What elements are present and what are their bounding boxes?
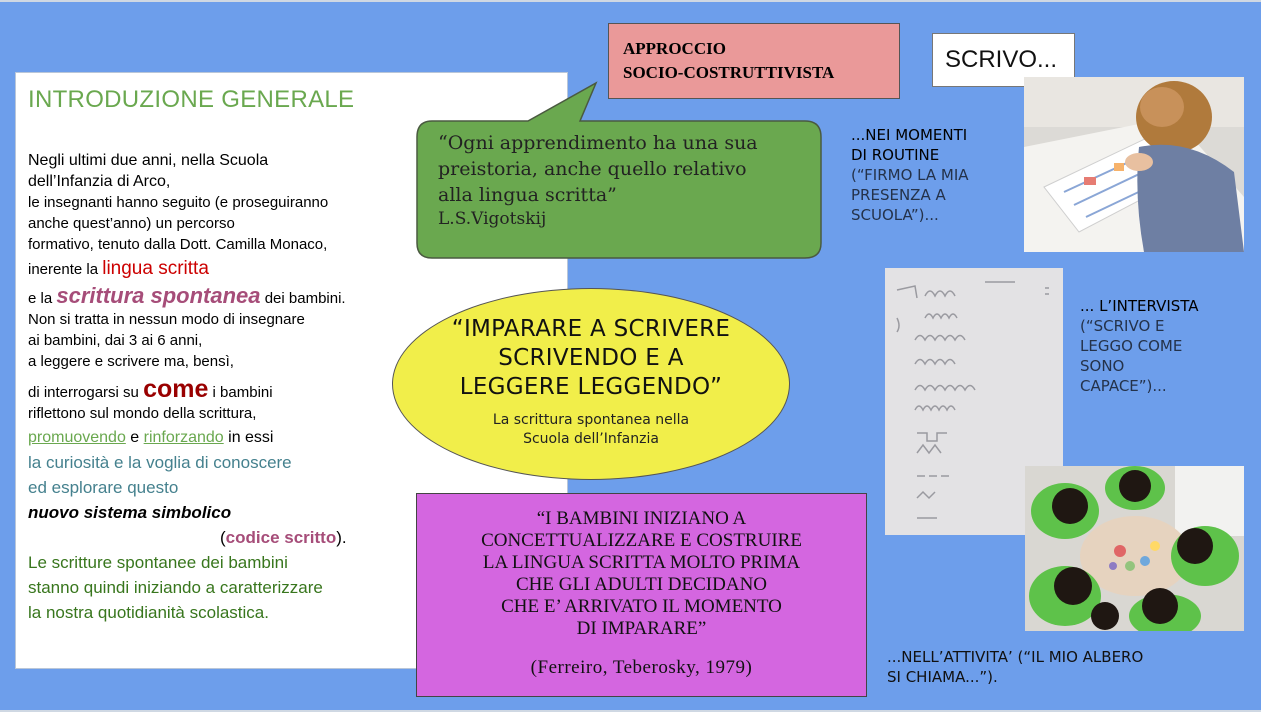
motto-subtitle xyxy=(470,411,712,449)
caption-line: DI ROUTINE xyxy=(851,146,940,164)
quote-line: “Ogni apprendimento ha una sua xyxy=(438,132,758,154)
motto-title xyxy=(440,315,742,402)
caption-line: CAPACE”)... xyxy=(1080,377,1167,395)
intro-text: di interrogarsi su xyxy=(28,384,144,401)
intro-line: anche quest’anno) un percorso xyxy=(28,215,235,232)
quote-line: preistoria, anche quello relativo xyxy=(438,158,747,180)
ferreiro-author: (Ferreiro, Teberosky, 1979) xyxy=(530,657,753,678)
intro-line: riflettono sul mondo della scrittura, xyxy=(28,405,257,422)
nuovo-sistema-simbolico: nuovo sistema simbolico xyxy=(28,503,232,522)
intro-line: Negli ultimi due anni, nella Scuola xyxy=(28,152,269,169)
caption-routine xyxy=(851,125,969,225)
caption-attivita xyxy=(887,647,1143,687)
intro-text: inerente la xyxy=(28,261,103,278)
come-highlight: come xyxy=(143,375,209,403)
scrittura-spontanea-highlight: scrittura spontanea xyxy=(56,283,261,308)
caption-line: SI CHIAMA...”). xyxy=(887,668,998,686)
caption-line: ... L’INTERVISTA xyxy=(1080,297,1199,315)
caption-line: SCUOLA”)... xyxy=(851,206,939,224)
quote-line: alla lingua scritta” xyxy=(438,184,617,206)
codice-scritto-text: codice scritto xyxy=(225,528,337,547)
intro-text: e la xyxy=(28,290,57,307)
vigotskij-quote xyxy=(438,130,818,230)
intro-text: ( xyxy=(220,528,226,547)
approccio-line: APPROCCIO xyxy=(623,39,726,58)
intro-text: e xyxy=(125,429,144,446)
intro-line: la curiosità e la voglia di conoscere xyxy=(28,453,292,472)
intro-line: ed esplorare questo xyxy=(28,478,179,497)
promuovendo-text: promuovendo xyxy=(28,429,126,446)
caption-line: LEGGO COME xyxy=(1080,337,1183,355)
ferreiro-quote xyxy=(416,508,867,640)
quote-line: “I BAMBINI INIZIANO A xyxy=(536,508,747,529)
caption-line: (“SCRIVO E xyxy=(1080,317,1165,335)
intro-line: Le scritture spontanee dei bambini xyxy=(28,553,288,572)
intro-line: a leggere e scrivere ma, bensì, xyxy=(28,353,234,370)
intro-line: dell’Infanzia di Arco, xyxy=(28,173,171,190)
intro-text: ). xyxy=(336,528,347,547)
intro-text: in essi xyxy=(223,429,274,446)
approccio-line: SOCIO-COSTRUTTIVISTA xyxy=(623,63,835,82)
caption-line: PRESENZA A xyxy=(851,186,946,204)
caption-line: (“FIRMO LA MIA xyxy=(851,166,969,184)
quote-line: LA LINGUA SCRITTA MOLTO PRIMA xyxy=(482,552,801,573)
intro-line: ai bambini, dai 3 ai 6 anni, xyxy=(28,332,203,349)
quote-author: L.S.Vigotskij xyxy=(438,209,547,229)
motto-line: LEGGERE LEGGENDO” xyxy=(459,374,723,400)
quote-line: CHE E’ ARRIVATO IL MOMENTO xyxy=(501,596,782,617)
quote-line: CHE GLI ADULTI DECIDANO xyxy=(515,574,768,595)
motto-sub-line: La scrittura spontanea nella xyxy=(492,412,690,428)
rinforzando-text: rinforzando xyxy=(143,429,224,446)
intro-title: INTRODUZIONE GENERALE xyxy=(28,86,355,113)
intro-line: la nostra quotidianità scolastica. xyxy=(28,603,269,622)
caption-intervista xyxy=(1080,296,1199,396)
scrivo-label: SCRIVO... xyxy=(932,33,1075,87)
intro-line: formativo, tenuto dalla Dott. Camilla Monaco, xyxy=(28,236,328,253)
photo-children-activity xyxy=(1025,466,1244,631)
quote-line: DI IMPARARE” xyxy=(576,618,707,639)
lingua-scritta-highlight: lingua scritta xyxy=(102,258,209,279)
caption-line: SONO xyxy=(1080,357,1125,375)
intro-line: le insegnanti hanno seguito (e proseguiranno xyxy=(28,194,329,211)
motto-line: SCRIVENDO E A xyxy=(498,345,684,371)
intro-line: Non si tratta in nessun modo di insegnare xyxy=(28,311,305,328)
photo-child-writing xyxy=(1024,77,1244,252)
intro-line: stanno quindi iniziando a caratterizzare xyxy=(28,578,323,597)
motto-line: “IMPARARE A SCRIVERE xyxy=(451,316,731,342)
intro-text: dei bambini. xyxy=(260,290,346,307)
motto-sub-line: Scuola dell’Infanzia xyxy=(523,431,659,447)
quote-line: CONCETTUALIZZARE E COSTRUIRE xyxy=(481,530,802,551)
caption-line: ...NEI MOMENTI xyxy=(851,126,968,144)
intro-text: i bambini xyxy=(208,384,273,401)
caption-line: ...NELL’ATTIVITA’ (“IL MIO ALBERO xyxy=(887,648,1144,666)
